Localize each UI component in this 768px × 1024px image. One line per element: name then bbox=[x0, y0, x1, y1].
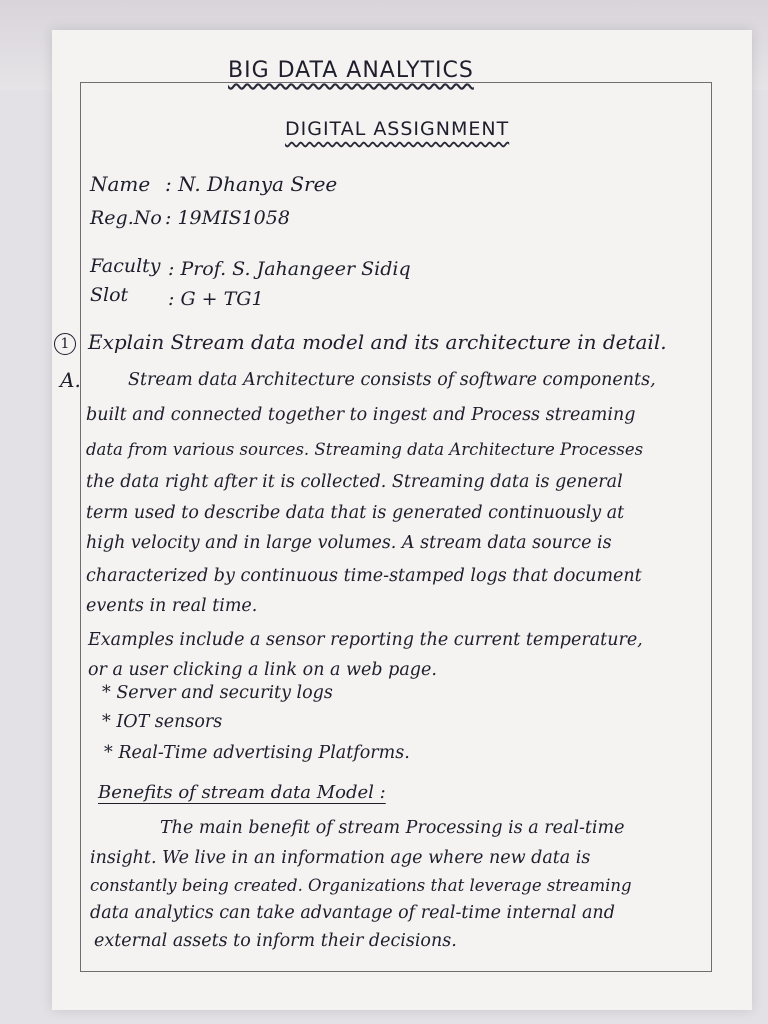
reg-value: : 19MIS1058 bbox=[165, 207, 290, 229]
answer-line: data from various sources. Streaming data Architecture Processes bbox=[86, 440, 644, 459]
answer-line: events in real time. bbox=[86, 596, 258, 616]
answer-line: high velocity and in large volumes. A stream data source is bbox=[86, 533, 612, 553]
answer-line: the data right after it is collected. Streaming data is general bbox=[86, 472, 623, 492]
benefits-line: data analytics can take advantage of real-time internal and bbox=[90, 903, 615, 923]
page-subtitle: DIGITAL ASSIGNMENT bbox=[285, 118, 510, 140]
faculty-value: : Prof. S. Jahangeer Sidiq bbox=[168, 258, 411, 280]
answer-line: built and connected together to ingest and Process streaming bbox=[86, 405, 636, 425]
answer-line: term used to describe data that is generated continuously at bbox=[86, 503, 625, 523]
name-value: : N. Dhanya Sree bbox=[165, 172, 338, 196]
name-label: Name bbox=[90, 172, 151, 196]
slot-value: : G + TG1 bbox=[168, 288, 264, 310]
answer-marker: A. bbox=[60, 368, 81, 392]
faculty-label: Faculty bbox=[90, 255, 161, 277]
question-text: Explain Stream data model and its architecture in detail. bbox=[88, 330, 667, 354]
benefits-heading: Benefits of stream data Model : bbox=[98, 782, 386, 803]
page-title: BIG DATA ANALYTICS bbox=[228, 58, 474, 83]
reg-label: Reg.No bbox=[90, 207, 162, 229]
benefits-line: external assets to inform their decisions. bbox=[94, 931, 457, 951]
answer-line: or a user clicking a link on a web page. bbox=[88, 660, 437, 680]
answer-line: Examples include a sensor reporting the current temperature, bbox=[88, 630, 643, 650]
answer-line: characterized by continuous time-stamped logs that document bbox=[86, 566, 642, 586]
slot-label: Slot bbox=[90, 284, 129, 306]
bullet-item: * Real-Time advertising Platforms. bbox=[104, 743, 410, 763]
benefits-line: insight. We live in an information age where new data is bbox=[90, 848, 591, 868]
benefits-line: constantly being created. Organizations that leverage streaming bbox=[90, 876, 632, 895]
bullet-item: * Server and security logs bbox=[102, 683, 333, 703]
benefits-line: The main benefit of stream Processing is a real-time bbox=[160, 818, 625, 838]
question-number: 1 bbox=[54, 333, 76, 355]
bullet-item: * IOT sensors bbox=[102, 712, 223, 732]
answer-line: Stream data Architecture consists of software components, bbox=[128, 370, 656, 390]
